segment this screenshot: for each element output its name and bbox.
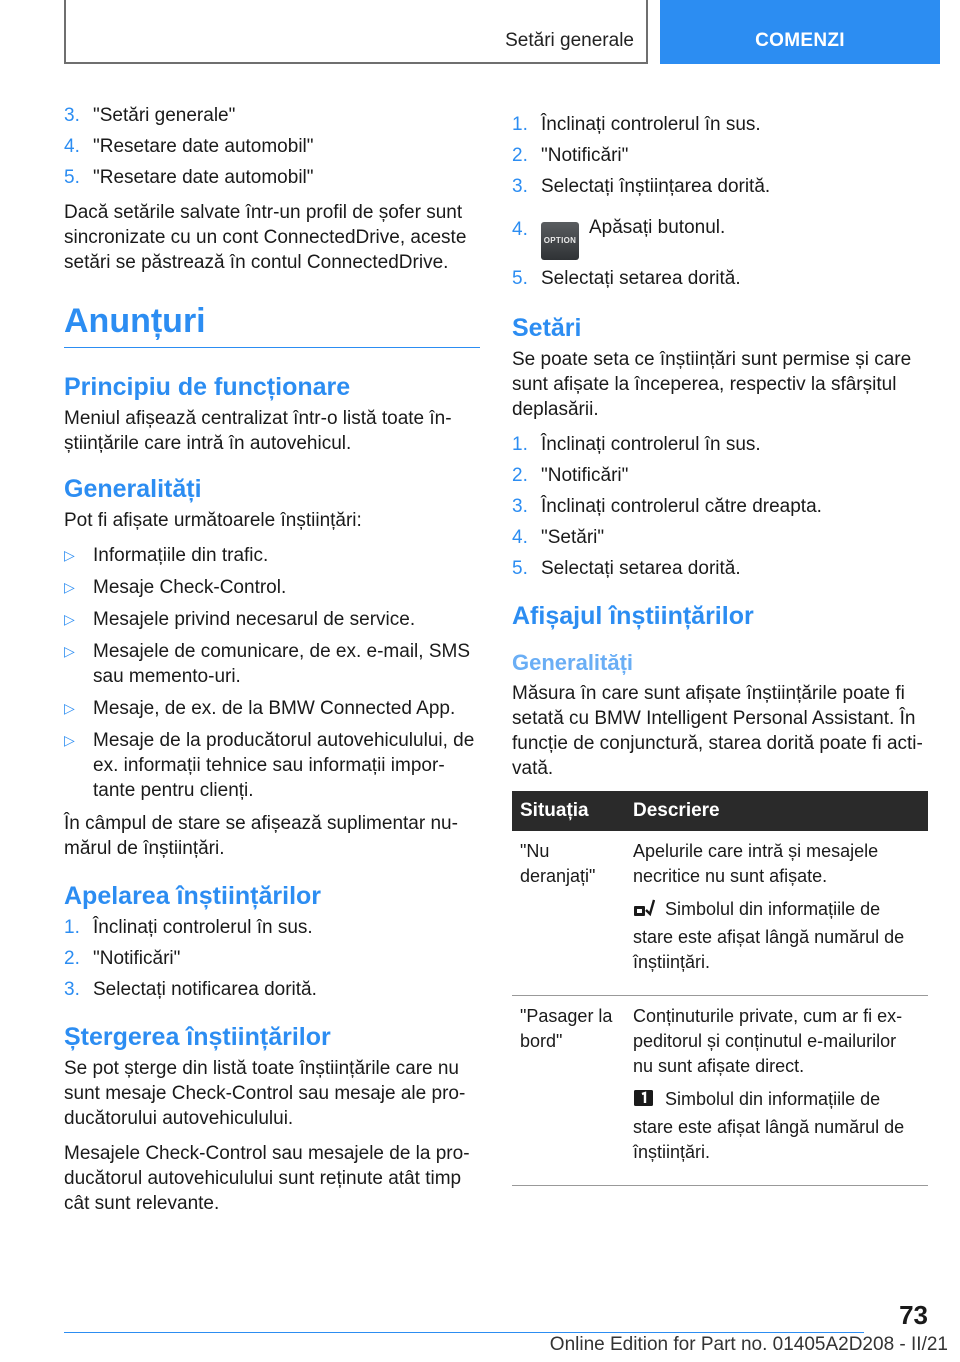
bullet-text: Mesaje Check-Control. xyxy=(93,577,287,598)
step-number: 4. xyxy=(512,527,528,548)
list-item xyxy=(64,639,480,689)
triangle-bullet-icon: ▷ xyxy=(64,547,75,563)
step-text: "Notificări" xyxy=(93,948,181,969)
display-heading: Afișajul înștiințărilor xyxy=(512,602,754,630)
icon-note xyxy=(633,1087,920,1165)
display-text: Măsura în care sunt afișate înștiințările poate fi setată cu BMW Intelligent Personal Assistant. În funcție de conjunctură, starea dorită poate fi activată. xyxy=(512,683,923,779)
footer-divider xyxy=(64,1332,864,1333)
step-number: 3. xyxy=(512,496,528,517)
bullet-text: Mesaje de la producătorul autovehiculului, de ex. informații tehnice sau informații importante pentru clienți. xyxy=(93,730,475,801)
step-text: "Resetare date automobil" xyxy=(93,136,314,157)
list-item xyxy=(512,525,928,550)
icon-note-text: Simbolul din informațiile de stare este afișat lângă numărul de înștiințări. xyxy=(633,899,905,972)
chapter-tab: COMENZI xyxy=(660,0,940,64)
step-text: Înclinați controlerul în sus. xyxy=(541,434,761,455)
notification-types-list xyxy=(64,543,480,803)
step-number: 1. xyxy=(64,917,80,938)
bullet-text: Mesajele de comunicare, de ex. e-mail, SMS sau memento-uri. xyxy=(93,641,470,687)
description-text: Conținuturile private, cum ar fi expeditorul și conținutul e-mailurilor nu sunt afișate direct. xyxy=(633,1006,903,1076)
step-number: 3. xyxy=(512,176,528,197)
list-item xyxy=(512,556,928,581)
step-text: "Resetare date automobil" xyxy=(93,167,314,188)
option-button-icon: OPTION xyxy=(541,222,579,260)
notification-status-table xyxy=(512,791,928,1186)
do-not-disturb-icon xyxy=(633,898,655,925)
step-number: 5. xyxy=(512,558,528,579)
list-item xyxy=(64,543,480,568)
section-title: Setări generale xyxy=(505,30,634,51)
step-text: "Setări" xyxy=(541,527,605,548)
list-item xyxy=(64,946,480,971)
list-item xyxy=(64,575,480,600)
situation-cell: "Pasager la bord" xyxy=(512,996,625,1186)
icon-note xyxy=(633,897,920,975)
status-paragraph: În câmpul de stare se afișează suplimentar numărul de înștiințări. xyxy=(64,813,458,859)
step-text: "Setări generale" xyxy=(93,105,236,126)
table-row xyxy=(512,996,928,1186)
page-number: 73 xyxy=(899,1300,928,1330)
triangle-bullet-icon: ▷ xyxy=(64,611,75,627)
list-item xyxy=(64,728,480,803)
bullet-text: Mesaje, de ex. de la BMW Connected App. xyxy=(93,698,456,719)
triangle-bullet-icon: ▷ xyxy=(64,732,75,748)
header-section-box xyxy=(64,0,648,64)
open-notification-steps xyxy=(512,112,928,291)
step-text: Înclinați controlerul în sus. xyxy=(93,917,313,938)
step-number: 1. xyxy=(512,114,528,135)
step-text: "Notificări" xyxy=(541,145,629,166)
step-text: Selectați înștiințarea dorită. xyxy=(541,176,771,197)
call-heading: Apelarea înștiințărilor xyxy=(64,882,322,910)
table-row xyxy=(512,831,928,996)
list-item xyxy=(512,174,928,199)
delete-heading: Ștergerea înștiințărilor xyxy=(64,1023,331,1051)
step-number: 1. xyxy=(512,434,528,455)
description-cell xyxy=(625,996,928,1186)
intro-steps xyxy=(64,103,480,190)
description-text: Apelurile care intră și mesajele necritice nu sunt afișate. xyxy=(633,841,879,886)
intro-paragraph: Dacă setările salvate într-un profil de șofer sunt sincronizate cu un cont ConnectedDrive, aceste setări se păstrează în contul ConnectedDrive. xyxy=(64,202,467,273)
step-number: 3. xyxy=(64,979,80,1000)
passenger-icon xyxy=(633,1088,655,1115)
list-item xyxy=(512,112,928,137)
step-number: 4. xyxy=(64,136,80,157)
display-subheading: Generalități xyxy=(512,650,634,675)
column-header: Descriere xyxy=(625,791,928,831)
principle-text: Meniul afișează centralizat într-o listă toate înștiințările care intră în autovehicul. xyxy=(64,408,452,454)
edition-note: Online Edition for Part no. 01405A2D208 - II/21 xyxy=(549,1334,948,1355)
bullet-text: Informațiile din trafic. xyxy=(93,545,269,566)
list-item xyxy=(64,696,480,721)
list-item xyxy=(64,165,480,190)
list-item xyxy=(64,915,480,940)
list-item xyxy=(512,494,928,519)
table-header-row xyxy=(512,791,928,831)
step-number: 3. xyxy=(64,105,80,126)
delete-paragraph-2: Mesajele Check-Control sau mesajele de la producătorul autovehiculului sunt reținute atât timp cât sunt relevante. xyxy=(64,1143,470,1214)
list-item xyxy=(512,463,928,488)
triangle-bullet-icon: ▷ xyxy=(64,700,75,716)
step-text: Înclinați controlerul către dreapta. xyxy=(541,496,822,517)
bullet-text: Mesajele privind necesarul de service. xyxy=(93,609,416,630)
left-column xyxy=(64,103,480,1226)
situation-cell: "Nu deranjați" xyxy=(512,831,625,996)
list-item xyxy=(512,266,928,291)
call-steps xyxy=(64,915,480,1002)
right-column xyxy=(512,112,928,1186)
list-item xyxy=(512,143,928,168)
general-heading: Generalități xyxy=(64,475,202,503)
delete-paragraph-1: Se pot șterge din listă toate înștiințările care nu sunt mesaje Check-Control sau mesaje ale producătorului autovehiculului. xyxy=(64,1058,466,1129)
step-number: 2. xyxy=(512,465,528,486)
settings-text: Se poate seta ce înștiințări sunt permise și care sunt afișate la începerea, respectiv la sfârșitul deplasării. xyxy=(512,349,912,420)
step-text: Înclinați controlerul în sus. xyxy=(541,114,761,135)
list-item xyxy=(512,209,928,260)
list-item xyxy=(64,977,480,1002)
column-header: Situația xyxy=(512,791,625,831)
step-text: Selectați notificarea dorită. xyxy=(93,979,317,1000)
list-item xyxy=(64,103,480,128)
step-text: Apăsați butonul. xyxy=(589,217,726,238)
step-number: 4. xyxy=(512,219,528,240)
step-number: 5. xyxy=(64,167,80,188)
heading-divider xyxy=(64,347,480,348)
step-number: 2. xyxy=(512,145,528,166)
settings-steps xyxy=(512,432,928,581)
step-text: "Notificări" xyxy=(541,465,629,486)
step-number: 2. xyxy=(64,948,80,969)
settings-heading: Setări xyxy=(512,314,582,342)
description-cell xyxy=(625,831,928,996)
chapter-heading: Anunțuri xyxy=(64,302,206,340)
step-number: 5. xyxy=(512,268,528,289)
list-item xyxy=(64,134,480,159)
triangle-bullet-icon: ▷ xyxy=(64,579,75,595)
principle-heading: Principiu de funcționare xyxy=(64,373,351,401)
step-text: Selectați setarea dorită. xyxy=(541,268,741,289)
triangle-bullet-icon: ▷ xyxy=(64,643,75,659)
icon-note-text: Simbolul din informațiile de stare este afișat lângă numărul de înștiințări. xyxy=(633,1089,905,1162)
step-text: Selectați setarea dorită. xyxy=(541,558,741,579)
general-intro: Pot fi afișate următoarele înștiințări: xyxy=(64,510,362,531)
list-item xyxy=(512,432,928,457)
list-item xyxy=(64,607,480,632)
